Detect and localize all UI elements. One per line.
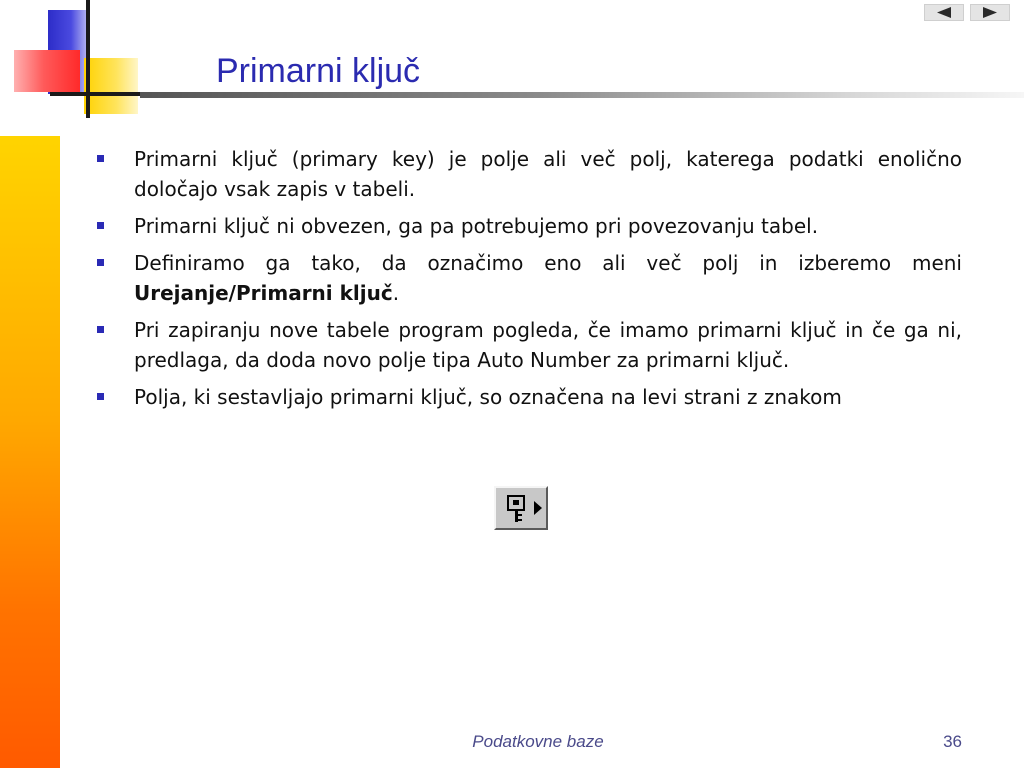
- bullet-item: [96, 211, 962, 241]
- next-slide-button[interactable]: [970, 4, 1010, 21]
- arrow-left-icon: [936, 7, 952, 18]
- bullet-square-icon: [97, 155, 104, 162]
- bullet-square-icon: [97, 326, 104, 333]
- bullet-list: [96, 144, 962, 419]
- bullet-text: Pri zapiranju nove tabele program pogleda, če imamo primarni ključ in če ga ni, predlaga, da doda novo polje tipa Auto Number za primarni ključ.: [134, 318, 962, 372]
- primary-key-indicator-image: [494, 486, 548, 530]
- bullet-square-icon: [97, 393, 104, 400]
- bullet-text: Primarni ključ ni obvezen, ga pa potrebujemo pri povezovanju tabel.: [134, 214, 819, 238]
- menu-path-bold: Urejanje/Primarni ključ: [134, 281, 393, 305]
- arrow-right-icon: [982, 7, 998, 18]
- slide-navigation: [924, 4, 1010, 21]
- logo-horizontal-line: [50, 92, 140, 96]
- title-rule: [140, 92, 1024, 98]
- bullet-item: [96, 248, 962, 308]
- footer-title: Podatkovne baze: [472, 732, 604, 751]
- bullet-square-icon: [97, 222, 104, 229]
- logo-red-block: [14, 50, 80, 92]
- decorative-logo: [0, 0, 140, 120]
- bullet-square-icon: [97, 259, 104, 266]
- side-gradient-bar: [0, 136, 60, 768]
- page-number: 36: [943, 732, 962, 751]
- logo-vertical-line: [86, 0, 90, 118]
- bullet-item: [96, 315, 962, 375]
- bullet-text-after: .: [392, 281, 400, 305]
- primary-key-icon: [496, 488, 546, 528]
- bullet-text: Primarni ključ (primary key) je polje ali več polj, katerega podatki enolično določajo vsak zapis v tabeli.: [134, 147, 962, 201]
- bullet-item: [96, 144, 962, 204]
- prev-slide-button[interactable]: [924, 4, 964, 21]
- bullet-text: Polja, ki sestavljajo primarni ključ, so označena na levi strani z znakom: [134, 385, 842, 409]
- bullet-text-before: Definiramo ga tako, da označimo eno ali več polj in izberemo meni: [134, 251, 962, 275]
- logo-yellow-block: [84, 58, 138, 114]
- bullet-item: [96, 382, 962, 412]
- slide-title: Primarni ključ: [216, 52, 421, 90]
